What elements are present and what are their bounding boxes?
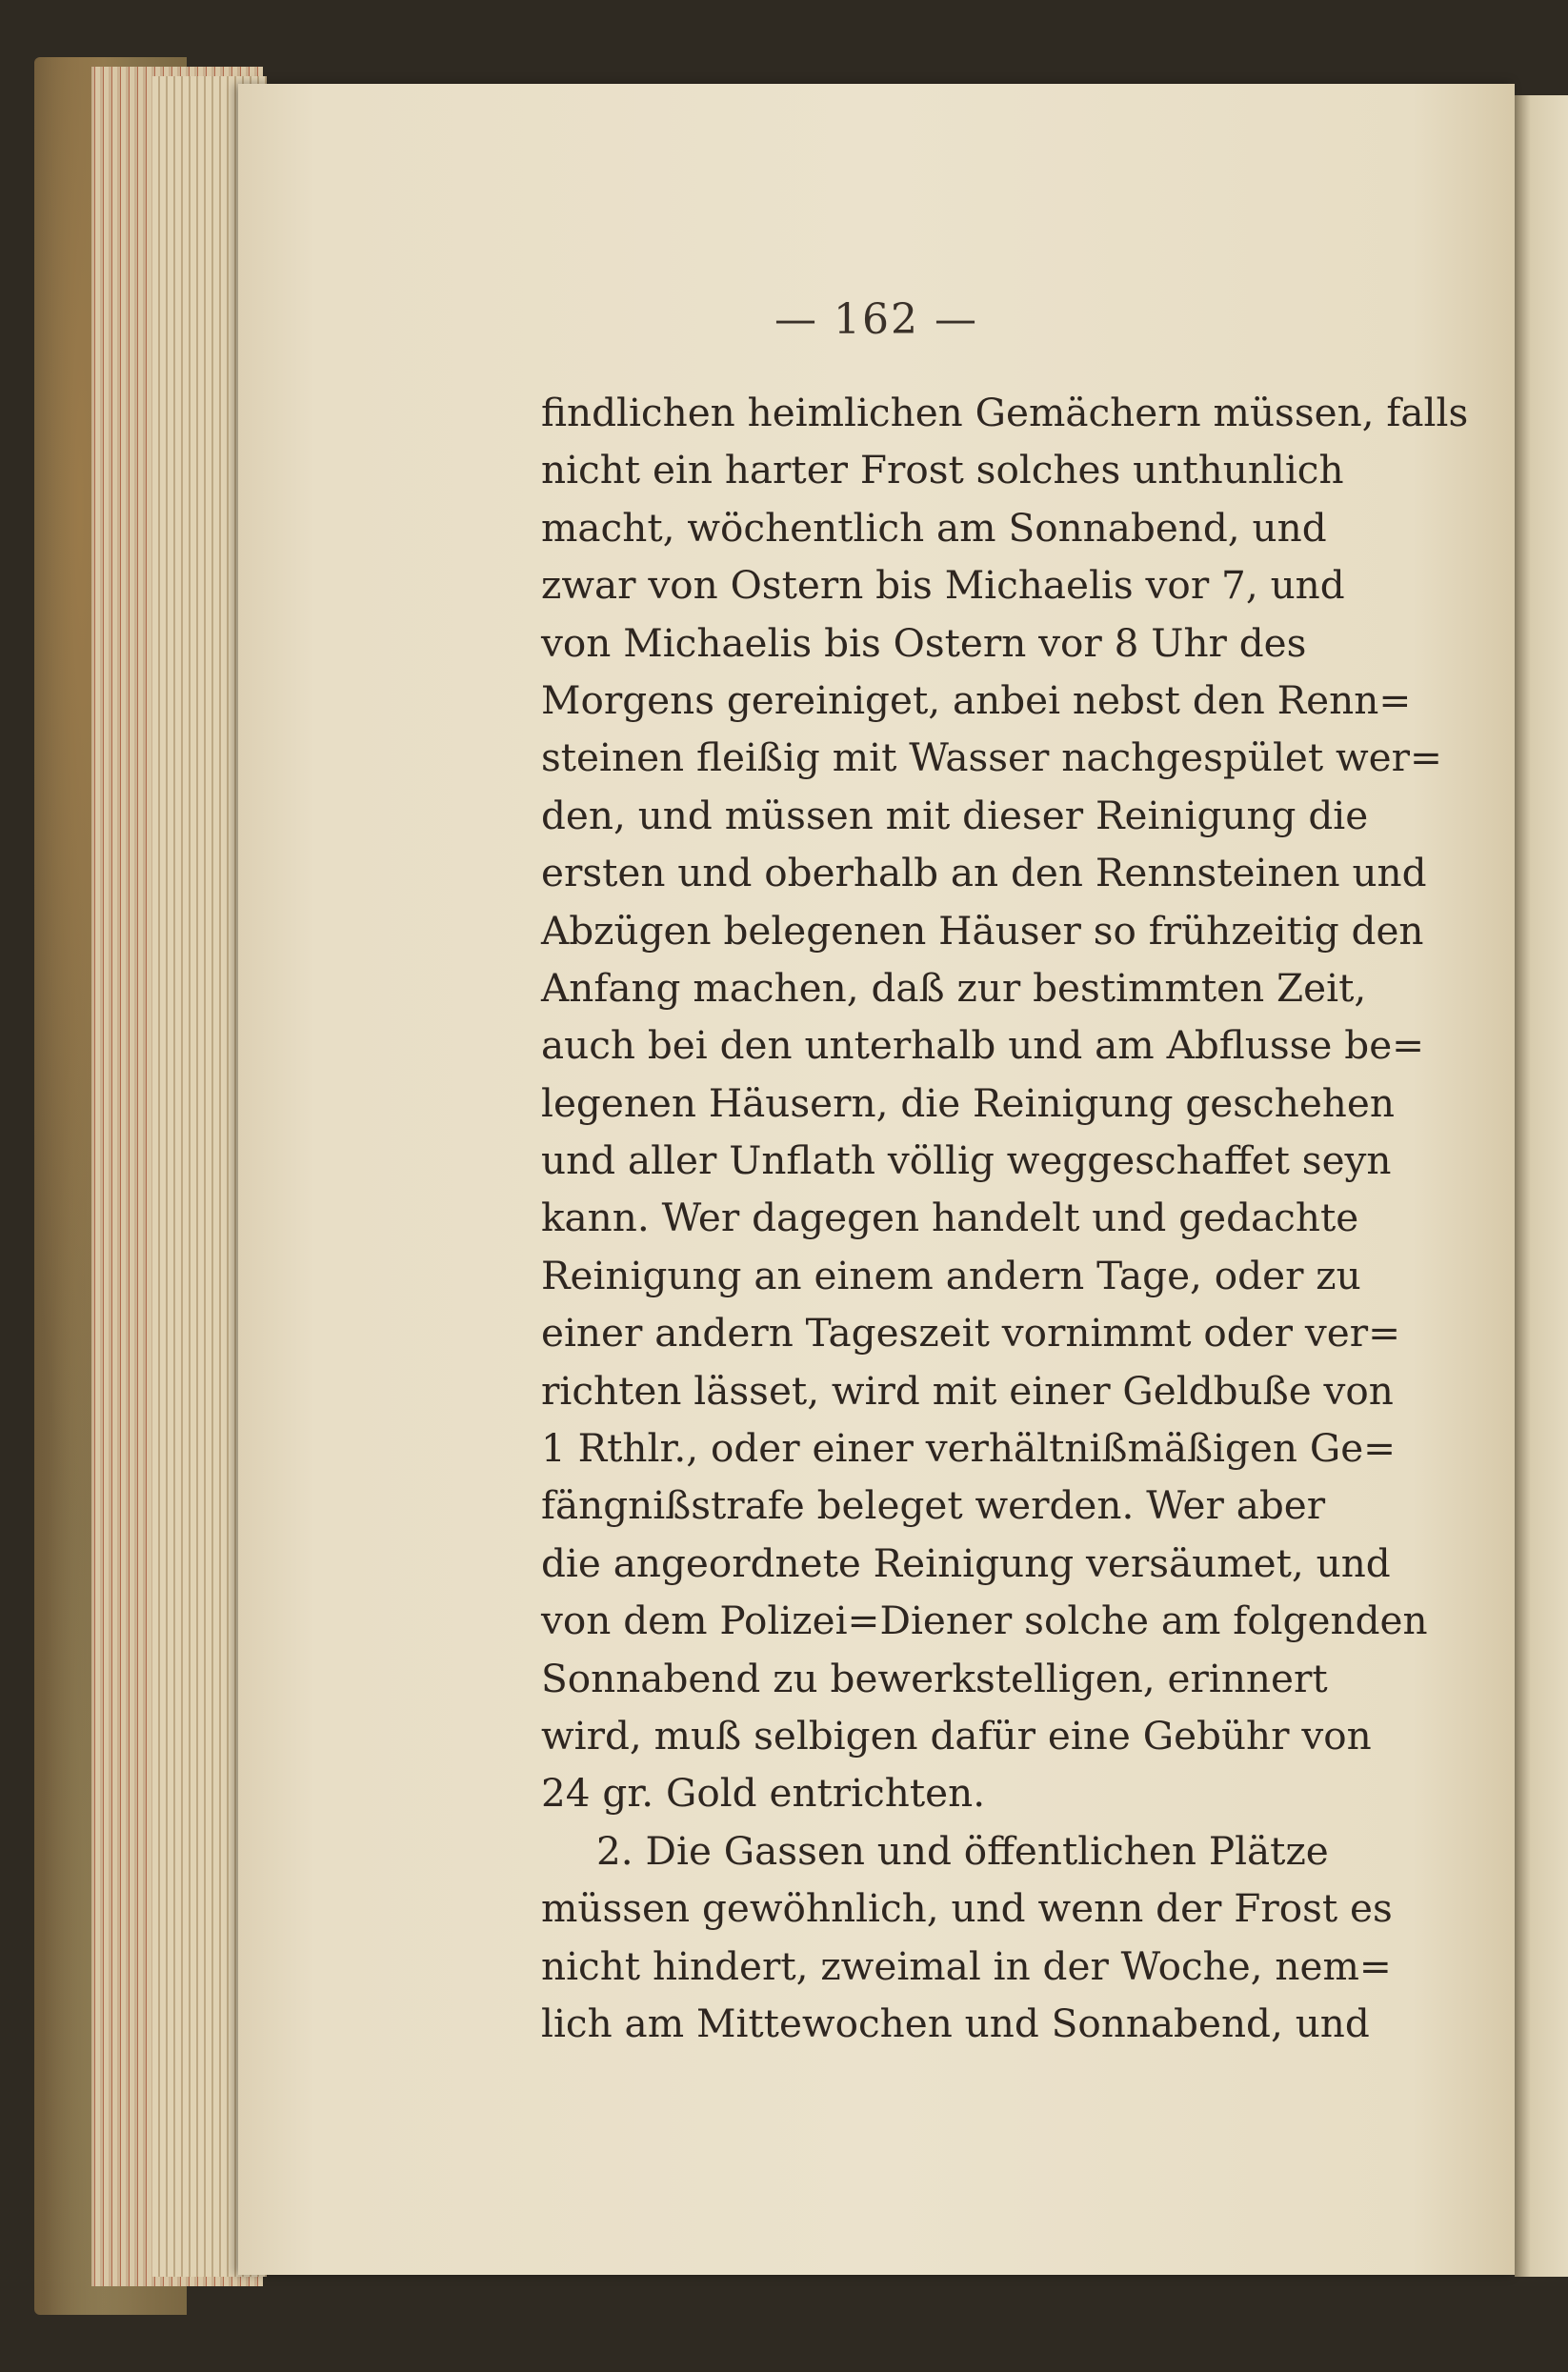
text-line: kann. Wer dagegen handelt und gedachte (541, 1195, 1359, 1241)
text-line: ersten und oberhalb an den Rennsteinen und (541, 850, 1427, 896)
text-line: nicht ein harter Frost solches unthunlich (541, 447, 1344, 493)
text-line: macht, wöchentlich am Sonnabend, und (541, 504, 1327, 551)
text-line: Anfang machen, daß zur bestimmten Zeit, (541, 964, 1367, 1011)
text-line: 24 gr. Gold entrichten. (541, 1770, 986, 1817)
text-line: Abzügen belegenen Häuser so frühzeitig den (541, 907, 1424, 954)
body-text (541, 384, 1469, 2052)
book-page (238, 84, 1515, 2275)
text-line: fängnißstrafe beleget werden. Wer aber (541, 1482, 1326, 1529)
text-line: Sonnabend zu bewerkstelligen, erinnert (541, 1655, 1328, 1701)
text-line: die angeordnete Reinigung versäumet, und (541, 1539, 1391, 1586)
text-line: nicht hindert, zweimal in der Woche, nem= (541, 1942, 1392, 1989)
text-line: von dem Polizei=Diener solche am folgenden (541, 1598, 1428, 1644)
text-line: auch bei den unterhalb und am Abflusse be= (541, 1022, 1425, 1069)
text-line: Morgens gereiniget, anbei nebst den Renn= (541, 676, 1412, 723)
text-line: 2. Die Gassen und öffentlichen Plätze (596, 1827, 1329, 1874)
text-line: einer andern Tageszeit vornimmt oder ver= (541, 1310, 1401, 1357)
text-line: findlichen heimlichen Gemächern müssen, falls (541, 390, 1469, 435)
facing-page-edge (1515, 95, 1568, 2277)
text-line: müssen gewöhnlich, und wenn der Frost es (541, 1885, 1393, 1932)
text-line: und aller Unflath völlig weggeschaffet seyn (541, 1137, 1392, 1184)
text-line: wird, muß selbigen dafür eine Gebühr von (541, 1712, 1372, 1759)
text-line: zwar von Ostern bis Michaelis vor 7, und (541, 562, 1345, 609)
text-line: lich am Mittewochen und Sonnabend, und (541, 2000, 1370, 2046)
page-number: — 162 — (774, 295, 978, 344)
text-line: steinen fleißig mit Wasser nachgespület wer= (541, 734, 1442, 781)
text-line: Reinigung an einem andern Tage, oder zu (541, 1252, 1361, 1298)
text-line: von Michaelis bis Ostern vor 8 Uhr des (541, 619, 1307, 666)
text-line: den, und müssen mit dieser Reinigung die (541, 792, 1369, 838)
text-line: legenen Häusern, die Reinigung geschehen (541, 1079, 1395, 1126)
text-line: richten lässet, wird mit einer Geldbuße von (541, 1367, 1394, 1414)
text-line: 1 Rthlr., oder einer verhältnißmäßigen Ge= (541, 1425, 1397, 1472)
